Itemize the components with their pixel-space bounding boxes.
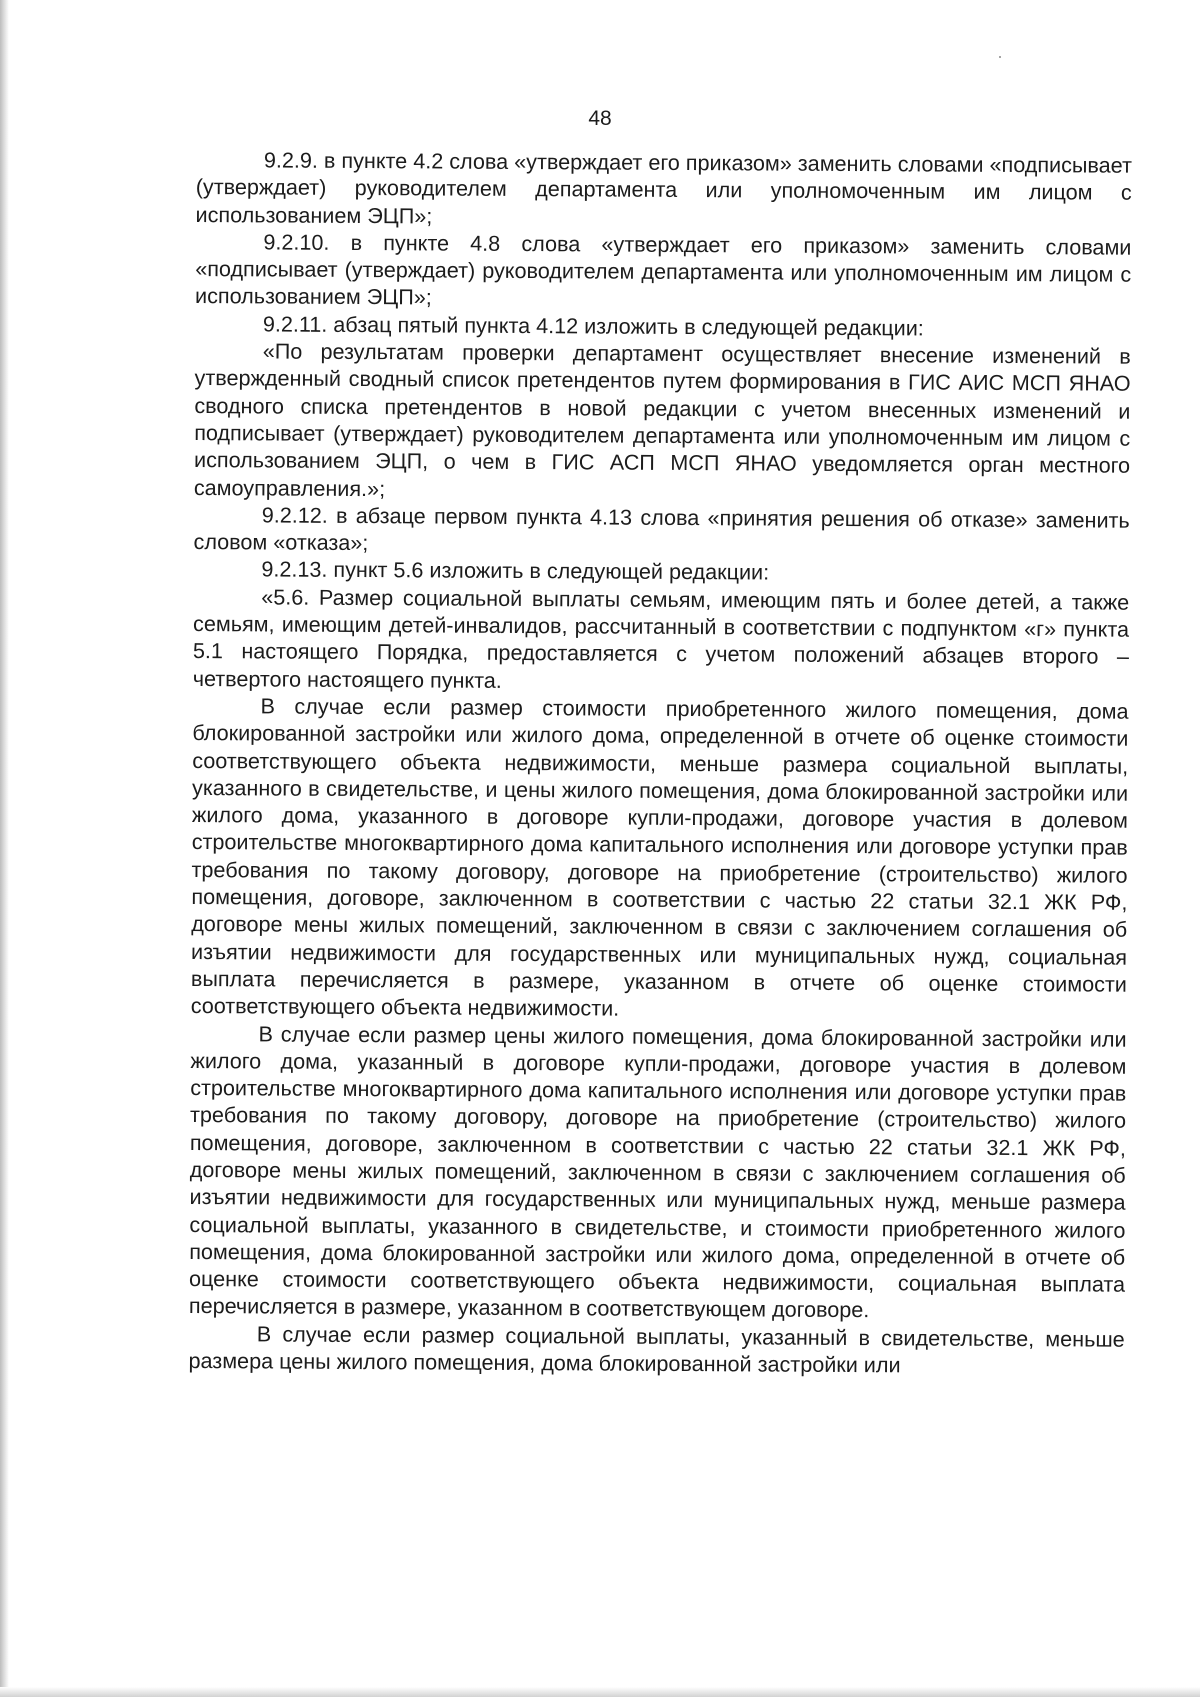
paragraph-9-2-10: 9.2.10. в пункте 4.8 слова «утверждает его приказом» заменить словами «подписывает (утверждает) руководителем департамента или уполномоченным им лицом с использованием ЭЦП»; bbox=[195, 229, 1132, 310]
document-body bbox=[188, 146, 1131, 1380]
paragraph-5-6-intro: «5.6. Размер социальной выплаты семьям, имеющим пять и более детей, а также семьям, имеющим детей-инвалидов, рассчитанный в соответствии с подпунктом «г» пункта 5.1 настоящего Порядка, предоставляется с учетом положений абзацев второго – четвертого настоящего пункта. bbox=[192, 584, 1130, 693]
paragraph-9-2-11: 9.2.11. абзац пятый пункта 4.12 изложить в следующей редакции: bbox=[262, 311, 924, 341]
scan-edge-bottom bbox=[0, 1687, 1200, 1697]
paragraph-9-2-9: 9.2.9. в пункте 4.2 слова «утверждает его приказом» заменить словами «подписывает (утверждает) руководителем департамента или уполномоченным им лицом с использованием ЭЦП»; bbox=[195, 147, 1132, 229]
page-number: 48 bbox=[588, 107, 612, 130]
scan-speck bbox=[999, 56, 1001, 58]
paragraph-5-6-third: В случае если размер цены жилого помещения, дома блокированной застройки или жилого дома, указанный в договоре купли-продажи, договоре участия в долевом строительстве многоквартирного дома капитального исполнения или договоре уступки прав требования по такому договору, договоре на приобретение (строительство) жилого помещения, договоре, заключенном в соответствии с частью 22 статьи 32.1 ЖК РФ, договоре мены жилых помещений, заключенном в связи с заключением соглашения об изъятии недвижимости для государственных или муниципальных нужд, меньше размера социальной выплаты, указанного в свидетельстве, и стоимости приобретенного жилого помещения, дома блокированной застройки или жилого дома, определенной в отчете об оценке стоимости соответствующего объекта недвижимости, социальная выплата перечисляется в размере, указанном в соответствующем договоре. bbox=[188, 1020, 1127, 1323]
paragraph-9-2-12: 9.2.12. в абзаце первом пункта 4.13 слова «принятия решения об отказе» заменить словом «отказа»; bbox=[193, 502, 1130, 556]
paragraph-5-6-second: В случае если размер стоимости приобретенного жилого помещения, дома блокированной застройки или жилого дома, определенной в отчете об оценке стоимости соответствующего объекта недвижимости, меньше размера социальной выплаты, указанного в свидетельстве, и цены жилого помещения, дома блокированной застройки или жилого дома, указанного в договоре купли-продажи, договоре участия в долевом строительстве многоквартирного дома капитального исполнения или договоре уступки прав требования по такому договору, договоре на приобретение (строительство) жилого помещения, договоре, заключенном в соответствии с частью 22 статьи 32.1 ЖК РФ, договоре мены жилых помещений, заключенном в связи с заключением соглашения об изъятии недвижимости для государственных или муниципальных нужд, социальная выплата перечисляется в размере, указанном в отчете об оценке стоимости соответствующего объекта недвижимости. bbox=[190, 693, 1129, 1021]
paragraph-4-12-new-text: «По результатам проверки департамент осуществляет внесение изменений в утвержденный сводный список претендентов путем формирования в ГИС АИС МСП ЯНАО сводного списка претендентов в новой редакции с учетом внесенных изменений и подписывает (утверждает) руководителем департамента или уполномоченным им лицом с использованием ЭЦП, о чем в ГИС АСП МСП ЯНАО уведомляется орган местного самоуправления.»; bbox=[193, 338, 1131, 501]
paragraph-9-2-13: 9.2.13. пункт 5.6 изложить в следующей редакции: bbox=[261, 556, 770, 585]
scan-edge-left bbox=[0, 0, 9, 1697]
paragraph-5-6-fourth: В случае если размер социальной выплаты, указанный в свидетельстве, меньше размера цены жилого помещения, дома блокированной застройки или bbox=[188, 1321, 1125, 1378]
